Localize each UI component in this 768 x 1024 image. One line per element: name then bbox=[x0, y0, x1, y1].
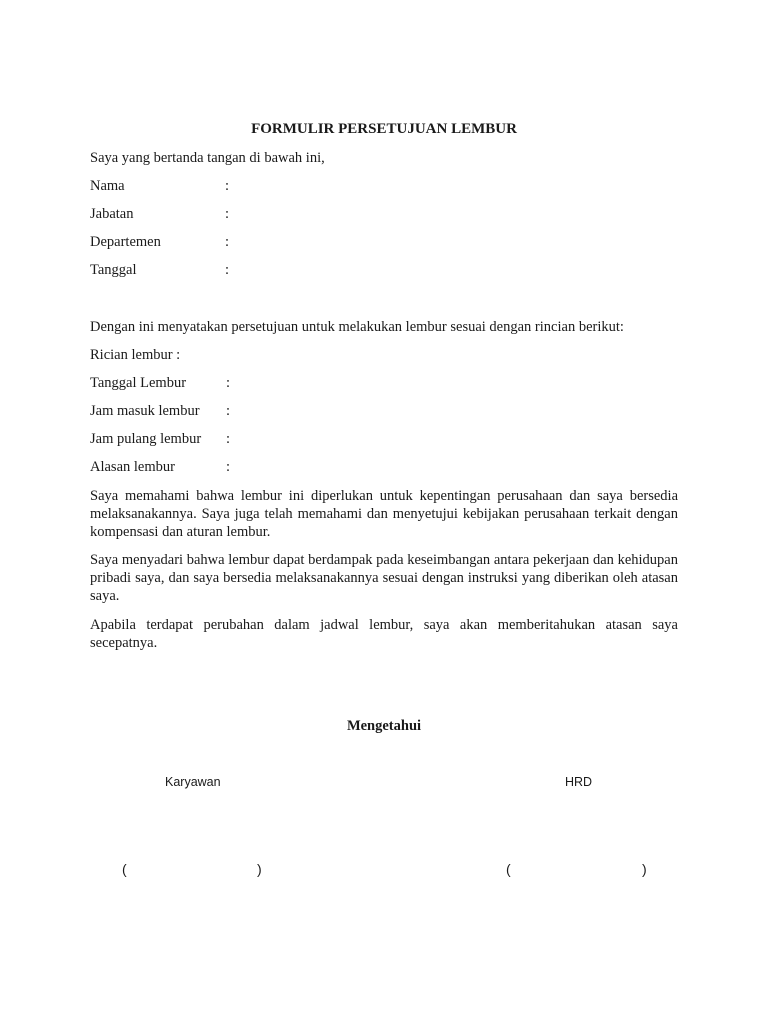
field-colon: : bbox=[226, 431, 231, 447]
field-colon: : bbox=[225, 206, 230, 222]
field-label-jabatan: Jabatan bbox=[90, 206, 134, 222]
signature-close-paren-hrd: ) bbox=[642, 861, 647, 877]
signature-close-paren-employee: ) bbox=[257, 861, 262, 877]
signature-label-hrd: HRD bbox=[565, 775, 593, 789]
field-label-tanggal-lembur: Tanggal Lembur bbox=[90, 375, 187, 391]
intro-text: Saya yang bertanda tangan di bawah ini, bbox=[90, 150, 325, 166]
statement-text: Dengan ini menyatakan persetujuan untuk melakukan lembur sesuai dengan rincian berikut: bbox=[90, 319, 624, 335]
paragraph-schedule-change: Apabila terdapat perubahan dalam jadwal lembur, saya akan memberitahukan atasan saya secepatnya. bbox=[90, 617, 678, 651]
paragraph-understanding: Saya memahami bahwa lembur ini diperlukan untuk kepentingan perusahaan dan saya bersedia melaksanakannya. Saya juga telah memahami dan menyetujui kebijakan perusahaan terkait dengan kompensasi dan aturan lembur. bbox=[90, 488, 678, 540]
paragraph-balance: Saya menyadari bahwa lembur dapat berdampak pada keseimbangan antara pekerjaan dan kehidupan pribadi saya, dan saya bersedia melaksanakannya sesuai dengan instruksi yang diberikan oleh atasan saya. bbox=[90, 552, 678, 604]
field-colon: : bbox=[226, 403, 231, 419]
field-label-alasan: Alasan lembur bbox=[90, 459, 175, 475]
field-colon: : bbox=[225, 234, 230, 250]
field-label-nama: Nama bbox=[90, 178, 125, 194]
field-label-jam-pulang: Jam pulang lembur bbox=[90, 431, 202, 447]
signature-open-paren-hrd: ( bbox=[506, 861, 511, 877]
field-label-tanggal: Tanggal bbox=[90, 262, 137, 278]
field-colon: : bbox=[226, 459, 231, 475]
field-colon: : bbox=[225, 178, 230, 194]
document-title: FORMULIR PERSETUJUAN LEMBUR bbox=[251, 121, 517, 137]
field-colon: : bbox=[225, 262, 230, 278]
field-label-departemen: Departemen bbox=[90, 234, 161, 250]
field-colon: : bbox=[226, 375, 231, 391]
acknowledge-heading: Mengetahui bbox=[346, 718, 422, 734]
field-label-jam-masuk: Jam masuk lembur bbox=[90, 403, 200, 419]
signature-open-paren-employee: ( bbox=[122, 861, 127, 877]
signature-label-employee: Karyawan bbox=[165, 775, 221, 789]
detail-heading: Rician lembur : bbox=[90, 347, 181, 363]
